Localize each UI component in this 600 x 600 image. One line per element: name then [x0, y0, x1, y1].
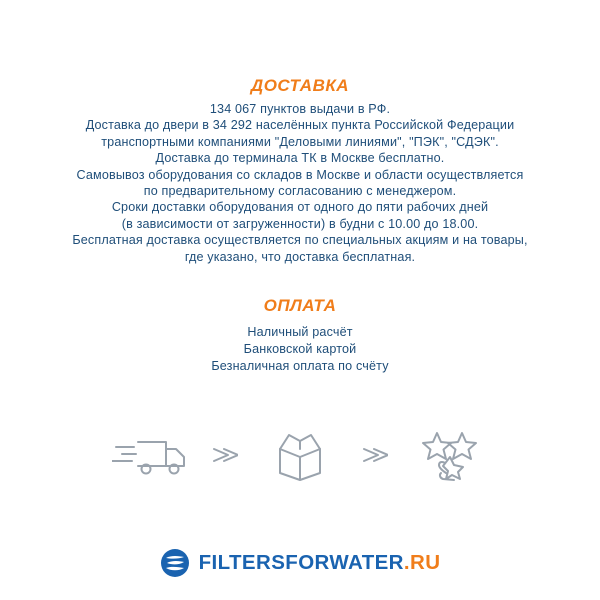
- payment-line: Наличный расчёт: [247, 325, 353, 339]
- delivery-line: (в зависимости от загруженности) в будни с 10.00 до 18.00.: [121, 216, 479, 231]
- water-swirl-logo-icon: [160, 548, 190, 578]
- delivery-line: Бесплатная доставка осуществляется по специальных акциям и на товары,: [72, 233, 528, 248]
- arrow-right-icon: [208, 435, 242, 475]
- open-box-icon: [258, 419, 342, 491]
- delivery-line: Самовывоз оборудования со складов в Москве и области осуществляется: [76, 167, 524, 182]
- payment-line: Безналичная оплата по счёту: [211, 359, 389, 373]
- arrow-right-icon: [358, 435, 392, 475]
- delivery-line: по предварительному согласованию с менеджером.: [143, 184, 457, 199]
- payment-line: Банковской картой: [243, 342, 357, 356]
- site-logo[interactable]: [0, 548, 600, 578]
- delivery-line: 134 067 пунктов выдачи в РФ.: [209, 102, 391, 116]
- delivery-line: где указано, что доставка бесплатная.: [184, 249, 416, 264]
- rating-stars-hand-icon: [408, 419, 492, 491]
- logo-wordmark-suffix: .RU: [403, 551, 441, 574]
- delivery-section-title: ДОСТАВКА: [250, 76, 350, 95]
- logo-wordmark: [199, 551, 441, 575]
- delivery-line: Доставка до двери в 34 292 населённых пункта Российской Федерации: [85, 118, 515, 133]
- delivery-line: Сроки доставки оборудования от одного до пяти рабочих дней: [111, 200, 489, 215]
- process-icon-strip: [0, 415, 600, 495]
- delivery-line: транспортными компаниями "Деловыми линиями", "ПЭК", "СДЭК".: [101, 134, 499, 149]
- delivery-text-block: [30, 101, 570, 265]
- delivery-line: Доставка до терминала ТК в Москве бесплатно.: [155, 151, 445, 166]
- payment-section-title: ОПЛАТА: [263, 296, 337, 315]
- logo-wordmark-primary: FILTERSFORWATER: [198, 551, 404, 574]
- delivery-truck-icon: [108, 419, 192, 491]
- payment-text-block: [30, 324, 570, 375]
